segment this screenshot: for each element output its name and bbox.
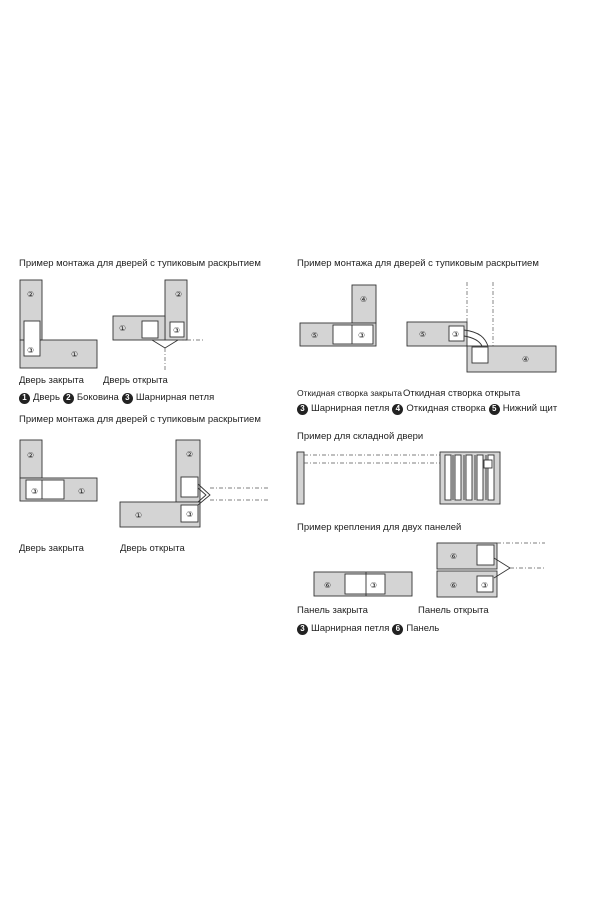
label-1: ① bbox=[135, 511, 143, 520]
label-6: ⑥ bbox=[324, 581, 332, 590]
legend-num: 3 bbox=[122, 393, 133, 404]
caption-door-open-2: Дверь открыта bbox=[120, 543, 185, 554]
caption-flap-closed: Откидная створка закрыта bbox=[297, 388, 403, 398]
legend-num: 3 bbox=[297, 624, 308, 635]
label-2: ② bbox=[27, 451, 35, 460]
label-3: ③ bbox=[481, 581, 489, 590]
heading-door-mount-2: Пример монтажа для дверей с тупиковым раскрытием bbox=[297, 258, 539, 269]
caption-door-closed-1: Дверь закрыта bbox=[19, 375, 84, 386]
diagram-door-open-2 bbox=[120, 440, 270, 527]
label-3: ③ bbox=[358, 331, 366, 340]
label-3: ③ bbox=[186, 510, 194, 519]
label-2: ② bbox=[175, 290, 183, 299]
label-2: ② bbox=[186, 450, 194, 459]
hinge bbox=[484, 460, 492, 468]
legend-text: Панель bbox=[406, 623, 440, 634]
legend-text: Шарнирная петля bbox=[311, 403, 390, 414]
label-3: ③ bbox=[370, 581, 378, 590]
legend-text: Шарнирная петля bbox=[135, 392, 215, 403]
legend-text: Откидная створка bbox=[406, 403, 486, 414]
folding-leaf bbox=[466, 455, 472, 500]
hinge bbox=[142, 321, 158, 338]
heading-door-mount-1: Пример монтажа для дверей с тупиковым раскрытием bbox=[19, 258, 261, 269]
label-5: ⑤ bbox=[311, 331, 319, 340]
diagram-door-open-1 bbox=[113, 280, 205, 370]
folding-leaf bbox=[477, 455, 483, 500]
caption-panel-open: Панель открыта bbox=[418, 605, 489, 616]
caption-panel-closed: Панель закрыта bbox=[297, 605, 368, 616]
hinge bbox=[333, 325, 373, 344]
legend-text: Нижний щит bbox=[502, 403, 558, 414]
caption-door-open-1: Дверь открыта bbox=[103, 375, 168, 386]
label-1: ① bbox=[119, 324, 127, 333]
label-1: ① bbox=[71, 350, 79, 359]
label-1: ① bbox=[78, 487, 86, 496]
diagram-panel-closed bbox=[314, 572, 412, 596]
legend-num: 1 bbox=[19, 393, 30, 404]
heading-door-mount-3: Пример монтажа для дверей с тупиковым раскрытием bbox=[19, 414, 261, 425]
legend-text: Шарнирная петля bbox=[311, 623, 390, 634]
hinge bbox=[181, 477, 198, 497]
legend-text: Боковина bbox=[76, 392, 119, 403]
label-4: ④ bbox=[360, 295, 368, 304]
diagram-door-closed-2 bbox=[20, 440, 97, 501]
hinge bbox=[477, 545, 494, 565]
label-4: ④ bbox=[522, 355, 530, 364]
hinge bbox=[472, 347, 488, 363]
diagram-flap-closed bbox=[300, 285, 376, 346]
label-3: ③ bbox=[452, 330, 460, 339]
heading-two-panels: Пример крепления для двух панелей bbox=[297, 522, 462, 533]
label-6: ⑥ bbox=[450, 581, 458, 590]
diagram-flap-open bbox=[407, 282, 556, 372]
legend-num: 5 bbox=[489, 404, 500, 415]
folding-leaf bbox=[455, 455, 461, 500]
heading-folding-door: Пример для складной двери bbox=[297, 431, 424, 442]
legend-num: 2 bbox=[63, 393, 74, 404]
label-6: ⑥ bbox=[450, 552, 458, 561]
legend-num: 3 bbox=[297, 404, 308, 415]
diagram-folding-door bbox=[297, 452, 500, 504]
flap-panel bbox=[352, 285, 376, 323]
legend-num: 4 bbox=[392, 404, 403, 415]
label-3: ③ bbox=[173, 326, 181, 335]
label-5: ⑤ bbox=[419, 330, 427, 339]
diagram-panel-open bbox=[437, 543, 545, 597]
hinge bbox=[345, 574, 385, 594]
legend-num: 6 bbox=[392, 624, 403, 635]
label-3: ③ bbox=[27, 346, 35, 355]
label-2: ② bbox=[27, 290, 35, 299]
legend-text: Дверь bbox=[33, 392, 60, 403]
diagram-door-closed-1 bbox=[20, 280, 97, 368]
folding-left-panel bbox=[297, 452, 304, 504]
label-3: ③ bbox=[31, 487, 39, 496]
caption-door-closed-2: Дверь закрыта bbox=[19, 543, 84, 554]
caption-flap-open: Откидная створка открыта bbox=[403, 388, 521, 399]
folding-leaf bbox=[445, 455, 451, 500]
